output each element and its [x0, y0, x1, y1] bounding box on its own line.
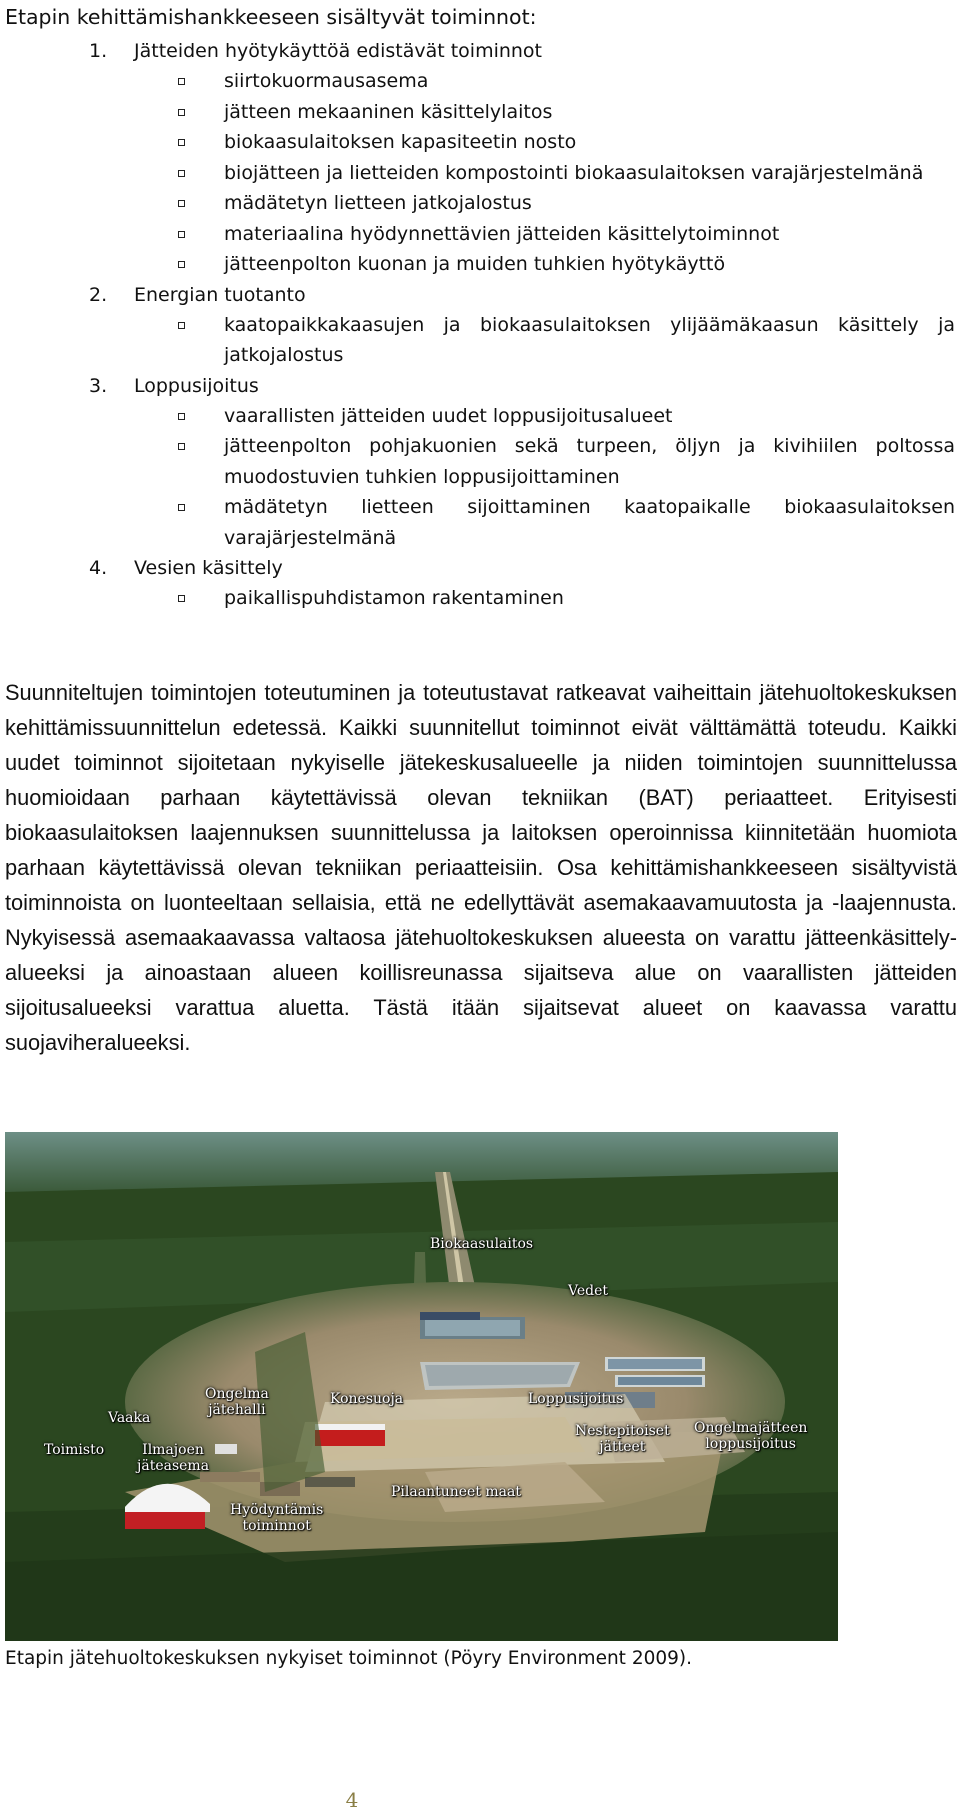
square-bullet-icon — [178, 109, 185, 116]
label-konesuoja: Konesuoja — [330, 1391, 404, 1407]
square-bullet-icon — [178, 261, 185, 268]
item-number: 4. — [89, 557, 108, 579]
item-title: Vesien käsittely — [134, 557, 283, 579]
bullet-item: kaatopaikkakaasujen ja biokaasulaitoksen ylijäämäkaasun käsittely ja jatkojalostus — [0, 310, 960, 371]
square-bullet-icon — [178, 413, 185, 420]
square-bullet-icon — [178, 595, 185, 602]
intro-heading: Etapin kehittämishankkeeseen sisältyvät toiminnot: — [5, 5, 537, 29]
bullet-item: mädätetyn lietteen sijoittaminen kaatopaikalle biokaasulaitoksen varajärjestelmänä — [0, 492, 960, 553]
item-title: Energian tuotanto — [134, 283, 306, 306]
square-bullet-icon — [178, 200, 185, 207]
square-bullet-icon — [178, 170, 185, 177]
bullet-item: jätteen mekaaninen käsittelylaitos — [0, 97, 960, 128]
aerial-photo-illustration — [5, 1132, 838, 1641]
bullet-item: biokaasulaitoksen kapasiteetin nosto — [0, 127, 960, 158]
label-biokaasulaitos: Biokaasulaitos — [430, 1236, 534, 1252]
list-item-1 — [0, 36, 960, 66]
label-ongelmajatehalli: Ongelma jätehalli — [205, 1386, 269, 1418]
square-bullet-icon — [178, 504, 185, 511]
label-vaaka: Vaaka — [108, 1410, 151, 1426]
item-number: 3. — [89, 374, 108, 397]
label-loppusijoitus: Loppusijoitus — [528, 1391, 624, 1407]
label-vedet: Vedet — [568, 1283, 608, 1299]
activities-list — [0, 36, 960, 614]
square-bullet-icon — [178, 78, 185, 85]
bullet-item: paikallispuhdistamon rakentaminen — [0, 583, 960, 614]
bullet-item: materiaalina hyödynnettävien jätteiden käsittelytoiminnot — [0, 219, 960, 250]
label-nestepitoiset: Nestepitoiset jätteet — [575, 1423, 670, 1455]
photo-caption: Etapin jätehuoltokeskuksen nykyiset toiminnot (Pöyry Environment 2009). — [5, 1648, 692, 1669]
bullet-item: jätteenpolton pohjakuonien sekä turpeen, öljyn ja kivihiilen poltossa muodostuvien tuhkien loppusijoittaminen — [0, 431, 960, 492]
label-hyodyntamis: Hyödyntämis toiminnot — [230, 1502, 324, 1534]
square-bullet-icon — [178, 139, 185, 146]
bullet-item: vaarallisten jätteiden uudet loppusijoitusalueet — [0, 401, 960, 432]
item-title: Loppusijoitus — [134, 374, 259, 397]
square-bullet-icon — [178, 322, 185, 329]
bullet-item: mädätetyn lietteen jatkojalostus — [0, 188, 960, 219]
label-ongelmajatteen: Ongelmajätteen loppusijoitus — [694, 1420, 808, 1452]
list-item-2 — [0, 280, 960, 310]
label-toimisto: Toimisto — [44, 1442, 105, 1458]
item-title: Jätteiden hyötykäyttöä edistävät toiminnot — [134, 40, 543, 62]
square-bullet-icon — [178, 231, 185, 238]
body-paragraph: Suunniteltujen toimintojen toteutuminen ja toteutustavat ratkeavat vaiheittain jätehuoltokeskuksen kehittämissuunnittelun edetessä. Kaikki suunnitellut toiminnot eivät välttämättä toteudu. Kaikki uudet toiminnot sijoitetaan nykyiselle jätekeskusalueelle ja niiden toimintojen suunnittelussa huomioidaan parhaan käytettävissä olevan tekniikan (BAT) periaatteet. Erityisesti biokaasulaitoksen laajennuksen suunnittelussa ja laitoksen operoinnissa kiinnitetään huomiota parhaan käytettävissä olevan tekniikan periaatteisiin. Osa kehittämishankkeeseen sisältyvistä toiminnoista on luonteeltaan sellaisia, että ne edellyttävät asemakaavamuutosta ja -laajennusta. Nykyisessä asemaakaavassa valtaosa jätehuoltokeskuksen alueesta on varattu jätteenkäsittelyalueeksi ja ainoastaan alueen koillisreunassa sijaitseva alue on vaarallisten jätteiden sijoitusalueeksi varattua aluetta. Tästä itään sijaitsevat alueet on kaavassa varattu suojaviheralueeksi. — [5, 680, 957, 1055]
item-number: 1. — [89, 40, 108, 62]
square-bullet-icon — [178, 443, 185, 450]
aerial-photo — [5, 1132, 838, 1641]
label-ilmajoen: Ilmajoen jäteasema — [137, 1442, 210, 1474]
bullet-item: biojätteen ja lietteiden kompostointi biokaasulaitoksen varajärjestelmänä — [0, 158, 960, 189]
bullet-item: jätteenpolton kuonan ja muiden tuhkien hyötykäyttö — [0, 249, 960, 280]
label-pilaantuneet: Pilaantuneet maat — [391, 1484, 521, 1500]
item-number: 2. — [89, 283, 108, 306]
page-number: 4 — [345, 1788, 359, 1812]
bullet-item: siirtokuormausasema — [0, 66, 960, 97]
list-item-4 — [0, 553, 960, 583]
list-item-3 — [0, 371, 960, 401]
